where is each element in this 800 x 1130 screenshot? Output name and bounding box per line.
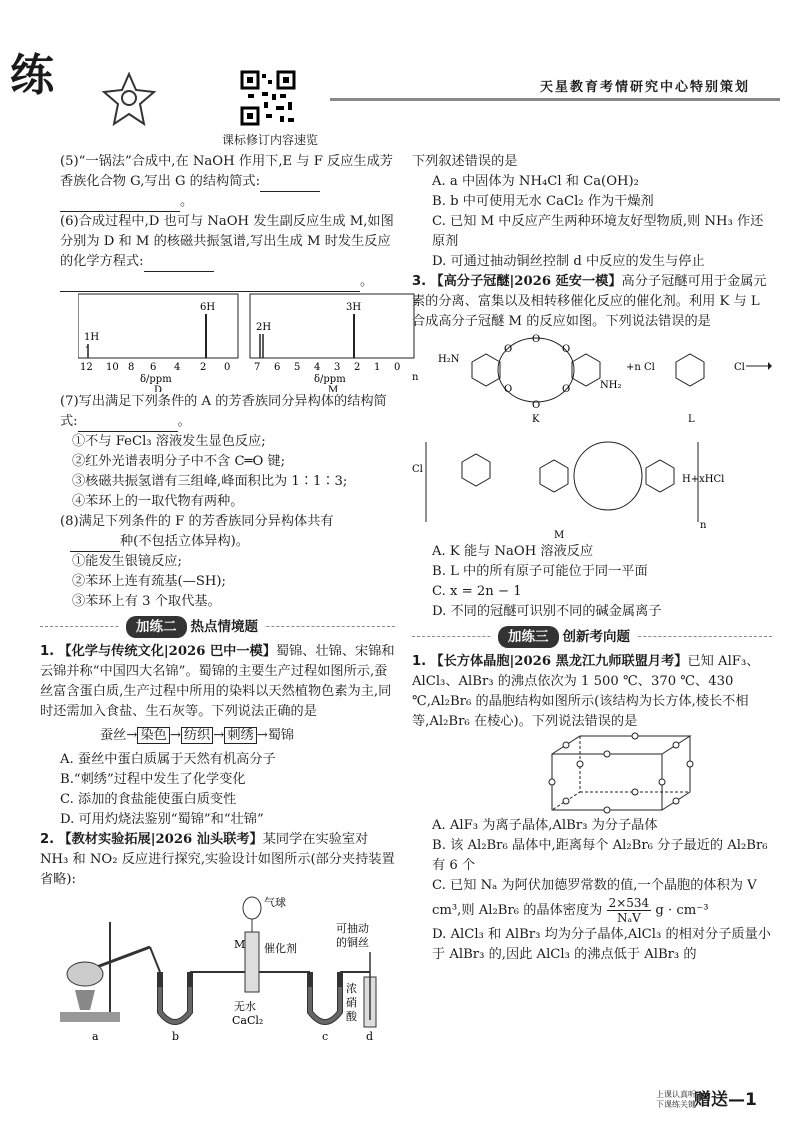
nmr-d-axis: δ/ppm	[140, 374, 172, 385]
nmr-m-tick: 5	[294, 362, 301, 373]
p1-text: 1. 【化学与传统文化|2026 巴中一模】蜀锦、壮锦、宋锦和云锦并称“中国四大名锦”。蜀锦的主要生产过程如图所示,蚕丝富含蛋白质,生产过程中所用的染料以天然植物色素为主,同时还需加入食盐、生石灰等。下列说法正确的是	[40, 644, 395, 719]
p3-option: A. K 能与 NaOH 溶液反应	[432, 544, 594, 559]
chem-n: n	[412, 372, 419, 383]
chem-o: O	[504, 344, 513, 355]
nmr-m-tick: 7	[254, 362, 261, 373]
q5-text: (5)“一锅法”合成中,在 NaOH 作用下,E 与 F 反应生成芳香族化合物 G,写出 G 的结构简式:	[40, 152, 395, 192]
mascot-logo-icon	[96, 72, 162, 128]
q7-cond: ③核磁共振氢谱有三组峰,峰面积比为 1∶1∶3;	[72, 474, 348, 489]
nmr-m-tick: 3	[334, 362, 341, 373]
nmr-d-tick: 12	[80, 362, 93, 373]
nmr-d-caption: D	[154, 385, 163, 392]
q5-blank-line: 。	[40, 192, 395, 212]
chem-cl: Cl	[644, 362, 655, 373]
p1-option: B.“刺绣”过程中发生了化学变化	[60, 772, 246, 787]
chem-cl: Cl	[412, 464, 423, 475]
silk-flow: 蚕丝→ 染色 → 纺织 → 刺绣 →蜀锦	[100, 728, 295, 743]
qr-caption: 课标修订内容速览	[222, 133, 319, 147]
c1-text: 1. 【长方体晶胞|2026 黑龙江九师联盟月考】已知 AlF₃、AlCl₃、AlBr₃ 的沸点依次为 1 500 ℃、370 ℃、430 ℃,Al₂Br₆ 的晶胞结构如图所示(该结构为长方体,棱长不相等,Al₂Br₆ 在棱心)。下列说法错误的是	[412, 654, 760, 729]
p3-option: B. L 中的所有原子可能位于同一平面	[432, 564, 648, 579]
density-fraction: 2×534 NₐV	[608, 896, 650, 925]
q8-cond: ②苯环上连有巯基(—SH);	[72, 574, 226, 589]
nmr-d-tick: 2	[200, 362, 207, 373]
label-c: c	[322, 1030, 329, 1043]
p1-option: C. 添加的食盐能使蛋白质变性	[60, 792, 237, 807]
nmr-m-tick: 1	[374, 362, 381, 373]
left-column	[40, 152, 401, 1052]
nmr-m-axis: δ/ppm	[314, 374, 346, 385]
nmr-d-tick: 8	[128, 362, 135, 373]
chem-sub-n: n	[700, 520, 707, 531]
nmr-m-label-3h: 3H	[346, 302, 362, 313]
chem-L: L	[688, 414, 695, 425]
q2-option: A. a 中固体为 NH₄Cl 和 Ca(OH)₂	[432, 174, 639, 189]
nmr-spectra	[78, 292, 418, 392]
chem-o: O	[504, 384, 513, 395]
q8-cond: ①能发生银镜反应;	[72, 554, 182, 569]
chem-cl: Cl	[734, 362, 745, 373]
chem-o: O	[562, 344, 571, 355]
chem-K: K	[532, 414, 540, 425]
p2-text: 2. 【教材实验拓展|2026 汕头联考】某同学在实验室对 NH₃ 和 NO₂ 反应进行探究,实验设计如图所示(部分夹持装置省略):	[40, 832, 395, 887]
c1-option: C. 已知 Nₐ 为阿伏加德罗常数的值,一个晶胞的体积为 V cm³,则 Al₂Br₆ 的晶体密度为 2×534 NₐV g · cm⁻³	[432, 878, 757, 925]
c1-option: A. AlF₃ 为离子晶体,AlBr₃ 为分子晶体	[432, 818, 658, 833]
label-catalyst: 催化剂	[264, 942, 297, 955]
q6-blank-line: 。	[40, 272, 395, 292]
section-3-header	[412, 622, 772, 652]
section-3-title: 创新考向题	[562, 629, 630, 645]
q6-text: (6)合成过程中,D 也可与 NaOH 发生副反应生成 M,如图分别为 D 和 M 的核磁共振氢谱,写出生成 M 时发生反应的化学方程式:	[40, 212, 395, 272]
q7-cond: ④苯环上的一取代物有两种。	[72, 494, 244, 509]
brand-title: 练	[10, 50, 52, 101]
q2-stem: 下列叙述错误的是	[412, 154, 518, 169]
p3-option: C. x = 2n − 1	[432, 584, 522, 599]
q2-option: D. 可通过抽动铜丝控制 d 中反应的发生与停止	[432, 254, 705, 269]
footer-slogan: 上课认真听 下课练关键	[656, 1090, 696, 1109]
chem-o: O	[532, 400, 541, 411]
nmr-d-label-1h: 1H	[84, 332, 100, 343]
chem-M: M	[554, 530, 565, 541]
apparatus-diagram	[40, 892, 395, 1052]
section-3-pill: 加练三	[498, 626, 559, 648]
q7-cond: ①不与 FeCl₃ 溶液发生显色反应;	[72, 434, 266, 449]
nmr-m-caption: M	[328, 385, 339, 392]
chem-nh2: NH₂	[600, 380, 622, 391]
nmr-m-tick: 0	[394, 362, 401, 373]
nmr-d-tick: 10	[106, 362, 119, 373]
header-right-title: 天星教育考情研究中心特别策划	[540, 80, 751, 95]
label-acid: 浓	[346, 982, 357, 995]
label-a: a	[92, 1030, 99, 1043]
q2-option: B. b 中可使用无水 CaCl₂ 作为干燥剂	[432, 194, 654, 209]
q8-text: (8)满足下列条件的 F 的芳香族同分异构体共有 种(不包括立体异构)。	[40, 512, 395, 552]
nmr-d-tick: 4	[174, 362, 181, 373]
q8-cond: ③苯环上有 3 个取代基。	[72, 594, 221, 609]
right-column	[412, 152, 772, 965]
label-acid: 酸	[346, 1010, 357, 1023]
label-b: b	[172, 1030, 180, 1043]
p3-text: 3. 【高分子冠醚|2026 延安一模】高分子冠醚可用于金属元素的分离、富集以及相转移催化反应的催化剂。利用 K 与 L 合成高分子冠醚 M 的反应如图。下列说法错误的是	[412, 274, 767, 329]
label-wire: 可抽动	[336, 922, 369, 935]
unit-cell-diagram	[412, 732, 772, 816]
label-wire: 的铜丝	[336, 936, 369, 949]
nmr-m-tick: 4	[314, 362, 321, 373]
q7-text: (7)写出满足下列条件的 A 的芳香族同分异构体的结构简式: 。	[40, 392, 395, 432]
nmr-m-label-2h: 2H	[256, 322, 272, 333]
label-drier: 无水	[234, 1000, 256, 1013]
chem-h2n: H₂N	[438, 354, 460, 365]
chem-tail: H+xHCl	[682, 474, 725, 485]
qr-code-icon[interactable]	[240, 70, 296, 126]
nmr-d-label-6h: 6H	[200, 302, 216, 313]
nmr-m-tick: 6	[274, 362, 281, 373]
label-acid: 硝	[346, 996, 357, 1009]
c1-option: D. AlCl₃ 和 AlBr₃ 均为分子晶体,AlCl₃ 的相对分子质量小于 AlBr₃ 的,因此 AlCl₃ 的沸点低于 AlBr₃ 的	[432, 927, 771, 962]
p1-option: A. 蚕丝中蛋白质属于天然有机高分子	[60, 752, 276, 767]
chem-o: O	[562, 384, 571, 395]
header-divider	[330, 98, 780, 101]
label-drier-formula: CaCl₂	[232, 1014, 264, 1027]
c1-option: B. 该 Al₂Br₆ 晶体中,距离每个 Al₂Br₆ 分子最近的 Al₂Br₆ 有 6 个	[432, 838, 768, 873]
nmr-m-tick: 2	[354, 362, 361, 373]
footer-page-label: 赠送—1	[694, 1090, 757, 1110]
nmr-d-tick: 6	[150, 362, 157, 373]
section-2-pill: 加练二	[126, 616, 187, 638]
p1-option: D. 可用灼烧法鉴别“蜀锦”和“壮锦”	[60, 812, 264, 827]
label-balloon: 气球	[264, 896, 286, 909]
chem-o: O	[532, 334, 541, 345]
section-2-title: 热点情境题	[190, 619, 258, 635]
q7-cond: ②红外光谱表明分子中不含 C═O 键;	[72, 454, 286, 469]
p3-option: D. 不同的冠醚可识别不同的碱金属离子	[432, 604, 662, 619]
nmr-d-tick: 0	[224, 362, 231, 373]
label-M: M	[234, 938, 246, 951]
section-2-header	[40, 612, 395, 642]
chem-plus-n: +n	[626, 362, 641, 373]
label-d: d	[366, 1030, 374, 1043]
crown-ether-scheme	[412, 332, 772, 542]
q2-option: C. 已知 M 中反应产生两种环境友好型物质,则 NH₃ 作还原剂	[432, 214, 764, 249]
